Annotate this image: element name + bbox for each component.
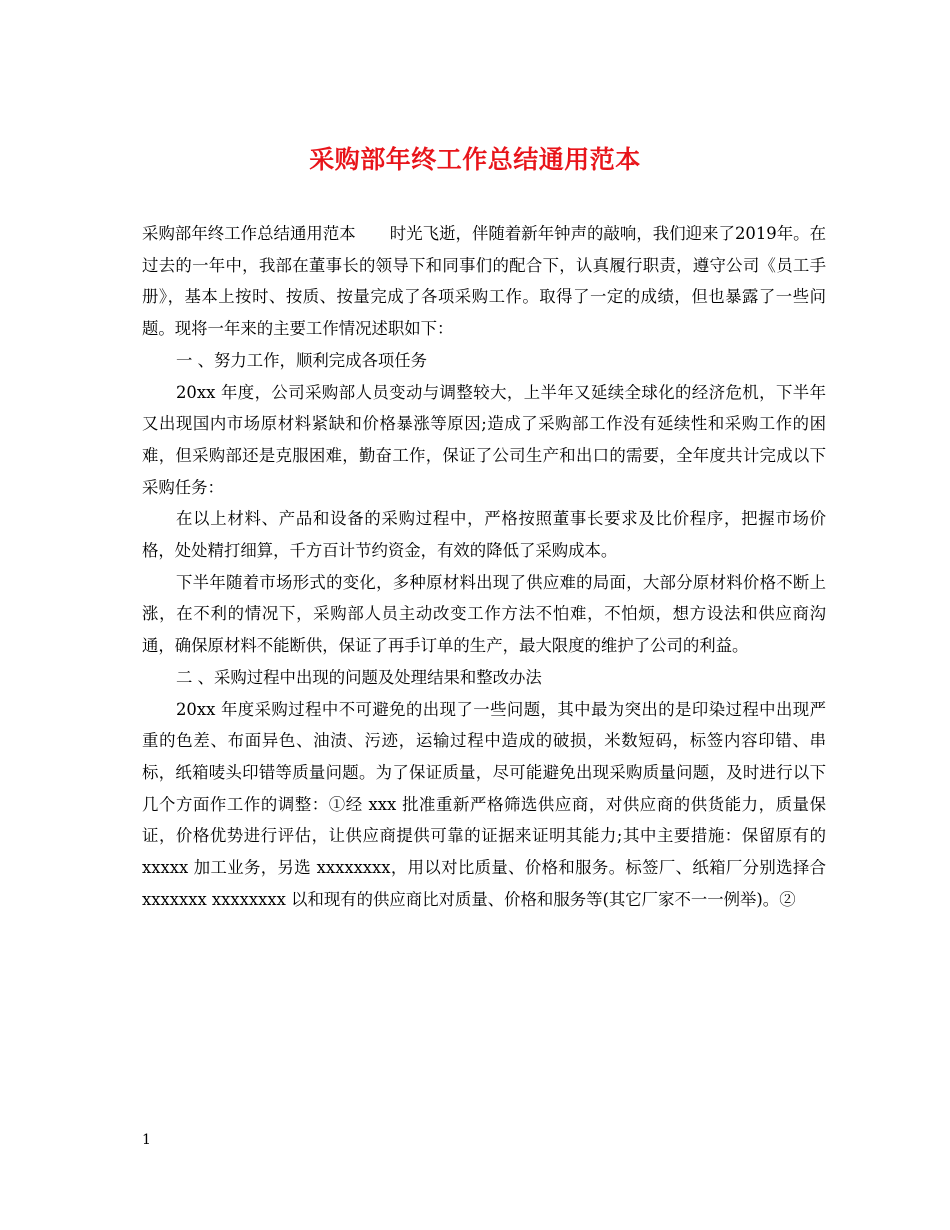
intro-heading: 采购部年终工作总结通用范本: [142, 224, 356, 243]
intro-paragraph: [142, 218, 826, 345]
section1-paragraph-3: 下半年随着市场形式的变化，多种原材料出现了供应难的局面，大部分原材料价格不断上涨，在不利的情况下，采购部人员主动改变工作方法不怕难，不怕烦，想方设法和供应商沟通，确保原材料不能断供，保证了再手订单的生产，最大限度的维护了公司的利益。: [142, 572, 826, 656]
section-heading-1: 一 、努力工作，顺利完成各项任务: [176, 350, 428, 370]
section2-paragraph-1: 20xx 年度采购过程中不可避免的出现了一些问题，其中最为突出的是印染过程中出现严重的色差、布面异色、油渍、污迹，运输过程中造成的破损，米数短码，标签内容印错、串标，纸箱唛头印错等质量问题。为了保证质量，尽可能避免出现采购质量问题，及时进行以下几个方面作工作的调整：①经 xxx 批准重新严格筛选供应商，对供应商的供货能力，质量保证，价格优势进行评估，让供应商提供可靠的证据来证明其能力;其中主要措施：保留原有的 xxxxx 加工业务，另选 xxxxxxxx，用以对比质量、价格和服务。标签厂、纸箱厂分别选择合 xxxxxxx xxxxxxxx 以和现有的供应商比对质量、价格和服务等(其它厂家不一一例举)。②: [142, 699, 826, 909]
page-number: 1: [142, 1132, 151, 1148]
document-body: [142, 218, 826, 915]
section-heading-2: 二 、采购过程中出现的问题及处理结果和整改办法: [176, 667, 542, 687]
section1-paragraph-2: 在以上材料、产品和设备的采购过程中，严格按照董事长要求及比价程序，把握市场价格，处处精打细算，千方百计节约资金，有效的降低了采购成本。: [142, 509, 826, 561]
document-title: 采购部年终工作总结通用范本: [309, 145, 641, 174]
section1-paragraph-1: 20xx 年度，公司采购部人员变动与调整较大，上半年又延续全球化的经济危机，下半年又出现国内市场原材料紧缺和价格暴涨等原因;造成了采购部工作没有延续性和采购工作的困难，但采购部还是克服困难，勤奋工作，保证了公司生产和出口的需要，全年度共计完成以下采购任务：: [142, 382, 826, 497]
intro-text: 时光飞逝，伴随着新年钟声的敲响，我们迎来了2019年。在过去的一年中，我部在董事长的领导下和同事们的配合下，认真履行职责，遵守公司《员工手册》，基本上按时、按质、按量完成了各项采购工作。取得了一定的成绩，但也暴露了一些问题。现将一年来的主要工作情况述职如下：: [142, 224, 826, 339]
